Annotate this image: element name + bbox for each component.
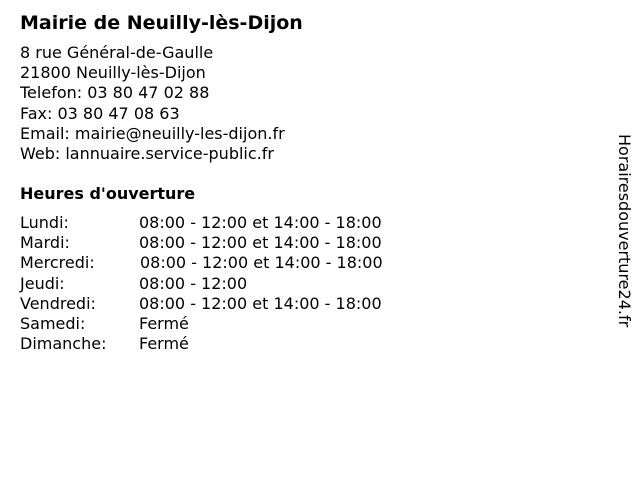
day-label: Samedi: <box>20 314 86 334</box>
day-label: Lundi: <box>20 213 69 232</box>
day-label: Vendredi: <box>20 293 96 313</box>
time-value: Fermé <box>139 334 189 354</box>
hours-row-saturday <box>20 314 383 334</box>
opening-hours-heading: Heures d'ouverture <box>20 184 196 203</box>
address-city: 21800 Neuilly-lès-Dijon <box>20 63 206 83</box>
time-value: 08:00 - 12:00 et 14:00 - 18:00 <box>139 233 382 253</box>
address-street: 8 rue Général-de-Gaulle <box>20 43 214 62</box>
hours-row-monday <box>20 213 383 233</box>
page-title: Mairie de Neuilly-lès-Dijon <box>20 12 303 34</box>
time-value: 08:00 - 12:00 et 14:00 - 18:00 <box>139 293 382 313</box>
day-label: Dimanche: <box>20 334 107 354</box>
phone-number: Telefon: 03 80 47 02 88 <box>20 83 210 103</box>
site-watermark: Horairesdouverture24.fr <box>615 134 634 328</box>
time-value: Fermé <box>139 314 189 334</box>
hours-row-tuesday <box>20 233 383 253</box>
hours-row-wednesday <box>20 253 383 273</box>
contact-info <box>20 43 285 164</box>
hours-row-sunday <box>20 334 383 354</box>
day-label: Mardi: <box>20 233 70 253</box>
opening-hours-list <box>20 213 383 354</box>
hours-row-friday <box>20 294 383 314</box>
hours-row-thursday <box>20 274 383 294</box>
email-address: Email: mairie@neuilly-les-dijon.fr <box>20 123 285 143</box>
website: Web: lannuaire.service-public.fr <box>20 144 274 164</box>
fax-number: Fax: 03 80 47 08 63 <box>20 103 180 123</box>
time-value: 08:00 - 12:00 et 14:00 - 18:00 <box>140 253 383 273</box>
time-value: 08:00 - 12:00 <box>139 273 248 293</box>
day-label: Jeudi: <box>20 273 65 293</box>
day-label: Mercredi: <box>20 253 95 273</box>
time-value: 08:00 - 12:00 et 14:00 - 18:00 <box>139 213 382 232</box>
